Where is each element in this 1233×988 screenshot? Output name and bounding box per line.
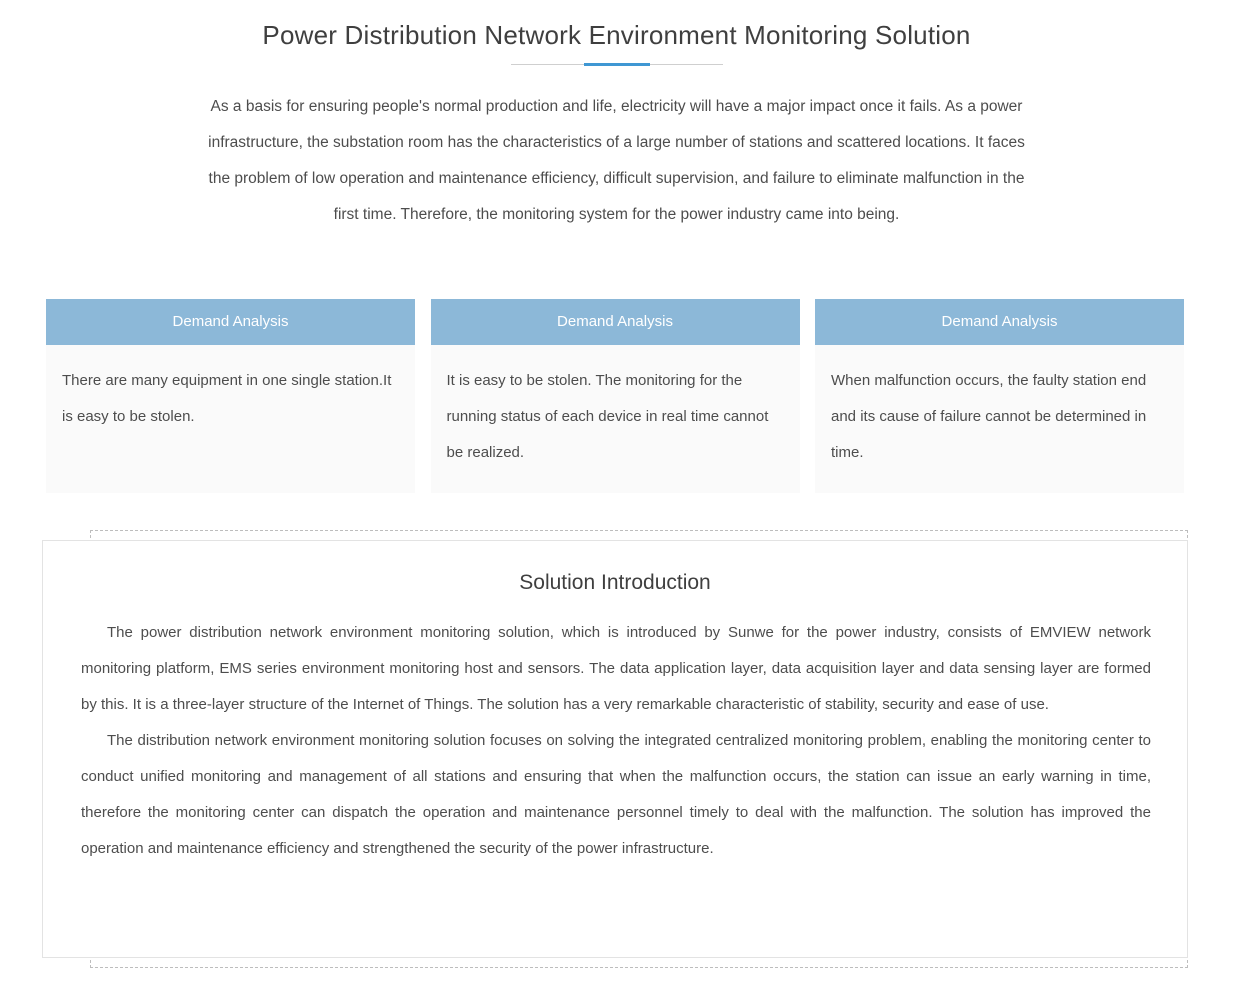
solution-section — [42, 530, 1190, 970]
demand-analysis-cards — [46, 299, 1184, 493]
demand-card-3 — [815, 299, 1184, 493]
demand-card-1-text: There are many equipment in one single station.It is easy to be stolen. — [62, 372, 392, 425]
demand-card-2-text: It is easy to be stolen. The monitoring for the running status of each device in real time cannot be realized. — [446, 372, 769, 461]
solution-title: Solution Introduction — [519, 571, 711, 594]
solution-paragraph-1: The power distribution network environment monitoring solution, which is introduced by Sunwe for the power industry, consists of EMVIEW network monitoring platform, EMS series environment monitoring host and sensors. The data application layer, data acquisition layer and data sensing layer are formed by this. It is a three-layer structure of the Internet of Things. The solution has a very remarkable characteristic of stability, security and ease of use. — [81, 624, 1151, 713]
solution-card — [42, 540, 1188, 958]
solution-paragraph-2: The distribution network environment monitoring solution focuses on solving the integrated centralized monitoring problem, enabling the monitoring center to conduct unified monitoring and management of all stations and ensuring that when the malfunction occurs, the station can issue an early warning in time, therefore the monitoring center can dispatch the operation and maintenance personnel timely to deal with the malfunction. The solution has improved the operation and maintenance efficiency and strengthened the security of the power infrastructure. — [81, 732, 1151, 857]
title-divider-accent — [584, 63, 650, 66]
demand-card-3-heading: Demand Analysis — [815, 299, 1184, 345]
intro-paragraph: As a basis for ensuring people's normal production and life, electricity will have a major impact once it fails. As a power infrastructure, the substation room has the characteristics of a large number of stations and scattered locations. It faces the problem of low operation and maintenance efficiency, difficult supervision, and failure to eliminate malfunction in the first time. Therefore, the monitoring system for the power industry came into being. — [208, 98, 1025, 223]
demand-card-1 — [46, 299, 415, 493]
demand-card-2 — [431, 299, 800, 493]
title-divider — [511, 63, 723, 67]
demand-card-1-heading: Demand Analysis — [46, 299, 415, 345]
solution-body — [43, 595, 1187, 867]
demand-card-2-heading: Demand Analysis — [431, 299, 800, 345]
page-title: Power Distribution Network Environment Monitoring Solution — [262, 20, 971, 50]
page-root — [0, 10, 1233, 988]
demand-card-3-text: When malfunction occurs, the faulty station end and its cause of failure cannot be determined in time. — [831, 372, 1147, 461]
